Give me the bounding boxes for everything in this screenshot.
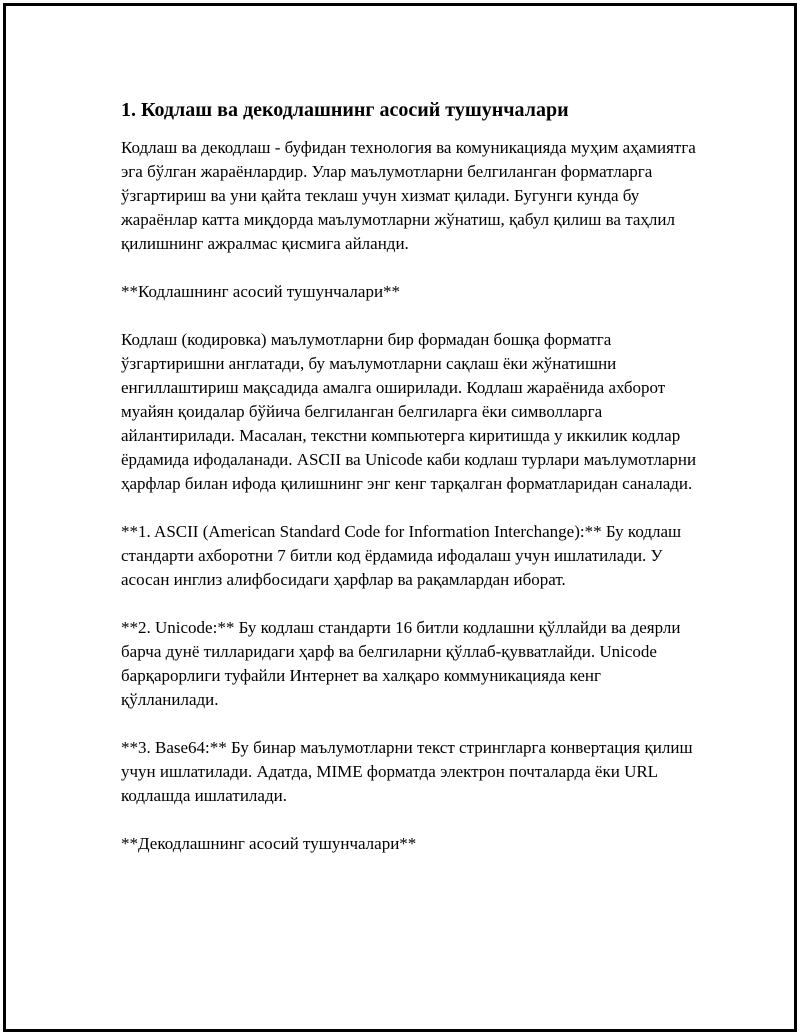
encoding-paragraph: Кодлаш (кодировка) маълумотларни бир формадан бошқа форматга ўзгартиришни англатади, бу маълумотларни сақлаш ёки жўнатишни енгиллаштириш мақсадида амалга оширилади. Кодлаш жараёнида ахборот муайян қоидалар бўйича белгиланган белгиларга ёки символларга айлантирилади. Масалан, текстни компьютерга киритишда у иккилик кодлар ёрдамида ифодаланади. ASCII ва Unicode каби кодлаш турлари маълумотларни ҳарфлар билан ифода қилишнинг энг кенг тарқалган форматларидан саналади. xyxy=(121,330,697,493)
ascii-paragraph: **1. ASCII (American Standard Code for Information Interchange):** Бу кодлаш стандарти ахборотни 7 битли код ёрдамида ифодалаш учун ишлатилади. У асосан инглиз алифбосидаги ҳарфлар ва рақамлардан иборат. xyxy=(121,522,682,589)
page-frame xyxy=(3,3,797,1032)
document-body xyxy=(121,98,701,880)
section-heading: 1. Кодлаш ва декодлашнинг асосий тушунчалари xyxy=(121,99,569,121)
decoding-subheading: **Декодлашнинг асосий тушунчалари** xyxy=(121,834,417,853)
encoding-subheading: **Кодлашнинг асосий тушунчалари** xyxy=(121,282,401,301)
unicode-paragraph: **2. Unicode:** Бу кодлаш стандарти 16 битли кодлашни қўллайди ва деярли барча дунё тилларидаги ҳарф ва белгиларни қўллаб-қувватлайди. Unicode барқарорлиги туфайли Интернет ва халқаро коммуникацияда кенг қўлланилади. xyxy=(121,618,681,709)
intro-paragraph: Кодлаш ва декодлаш - буфидан технология ва комуникацияда муҳим аҳамиятга эга бўлган жараёнлардир. Улар маълумотларни белгиланган форматларга ўзгартириш ва уни қайта теклаш учун хизмат қилади. Бугунги кунда бу жараёнлар катта миқдорда маълумотларни жўнатиш, қабул қилиш ва таҳлил қилишнинг ажралмас қисмига айланди. xyxy=(121,138,696,253)
base64-paragraph: **3. Base64:** Бу бинар маълумотларни текст стрингларга конвертация қилиш учун ишлатилади. Адатда, MIME форматда электрон почталарда ёки URL кодлашда ишлатилади. xyxy=(121,738,693,805)
